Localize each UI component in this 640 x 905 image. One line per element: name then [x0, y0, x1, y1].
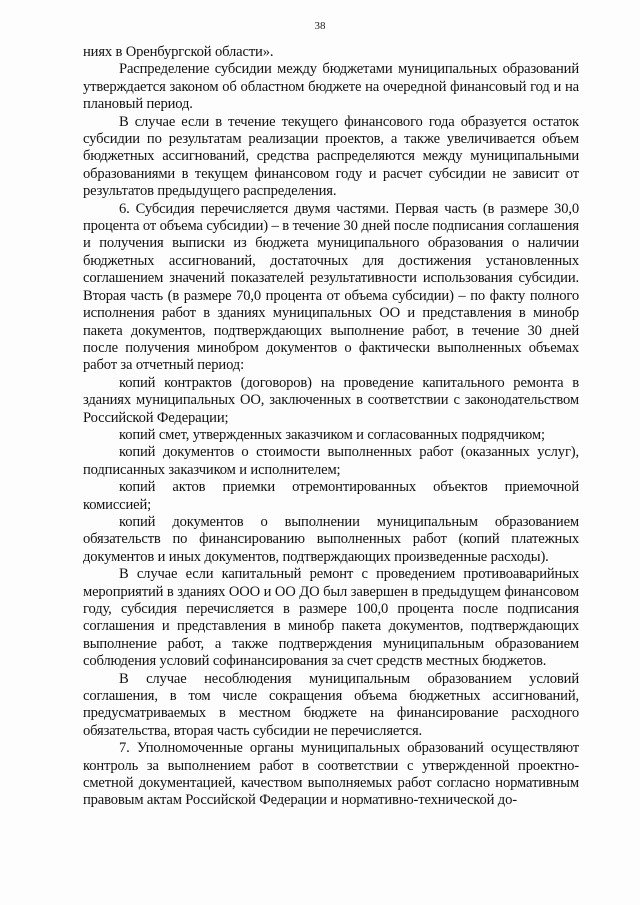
paragraph-full-payment: В случае если капитальный ремонт с проведением противоаварийных мероприятий в зданиях ООО и ОО ДО был завершен в предыдущем финансовом году, субсидия перечисляется в размере 100,0 процента после подписания соглашения и представления в минобр пакета документов, подтверждающих выполнение работ, а также подтверждения муниципальным образованием соблюдения условий софинансирования за счет средств местных бюджетов. — [83, 566, 579, 670]
list-item-acceptance-acts: копий актов приемки отремонтированных объектов приемочной комиссией; — [83, 479, 579, 513]
list-item-cost-documents: копий документов о стоимости выполненных работ (оказанных услуг), подписанных заказчиком и исполнителем; — [83, 444, 579, 478]
paragraph-item-6: 6. Субсидия перечисляется двумя частями. Первая часть (в размере 30,0 процента от объема субсидии) – в течение 30 дней после подписания соглашения и получения выписки из бюджета муниципального образования о наличии бюджетных ассигнований, достаточных для достижения установленных соглашением значений показателей результативности использования субсидии. Вторая часть (в размере 70,0 процента от объема субсидии) – по факту полного исполнения работ в зданиях муниципальных ОО и представления в минобр пакета документов, подтверждающих выполнение работ, в течение 30 дней после получения минобром документов о фактически выполненных объемах работ за отчетный период: — [83, 200, 579, 374]
list-item-contracts: копий контрактов (договоров) на проведение капитального ремонта в зданиях муниципальных ОО, заключенных в соответствии с законодательством Российской Федерации; — [83, 374, 579, 426]
paragraph-continuation: ниях в Оренбургской области». — [83, 44, 274, 60]
paragraph-item-7: 7. Уполномоченные органы муниципальных образований осуществляют контроль за выполнением работ в соответствии с утвержденной проектно-сметной документацией, качеством выполняемых работ согласно нормативным правовым актам Российской Федерации и нормативно-технической до- — [83, 740, 579, 809]
list-item-estimates: копий смет, утвержденных заказчиком и согласованных подрядчиком; — [119, 426, 545, 443]
paragraph-distribution: Распределение субсидии между бюджетами муниципальных образований утверждается законом об областном бюджете на очередной финансовый год и на плановый период. — [83, 61, 579, 113]
list-item-obligations: копий документов о выполнении муниципальным образованием обязательств по финансированию выполненных работ (копий платежных документов и иных документов, подтверждающих произведенные расходы). — [83, 513, 579, 565]
page-number: 38 — [314, 20, 326, 32]
document-body — [83, 44, 579, 810]
paragraph-non-compliance: В случае несоблюдения муниципальным образованием условий соглашения, в том числе сокращения объема бюджетных ассигнований, предусматриваемых в местном бюджете на финансирование расходного обязательства, вторая часть субсидии не перечисляется. — [83, 670, 579, 739]
paragraph-remaining-subsidy: В случае если в течение текущего финансового года образуется остаток субсидии по результатам реализации проектов, а также увеличивается объем бюджетных ассигнований, средства распределяются между муниципальными образованиями в текущем финансовом году и расчет субсидии не зависит от результатов предыдущего распределения. — [83, 113, 579, 200]
